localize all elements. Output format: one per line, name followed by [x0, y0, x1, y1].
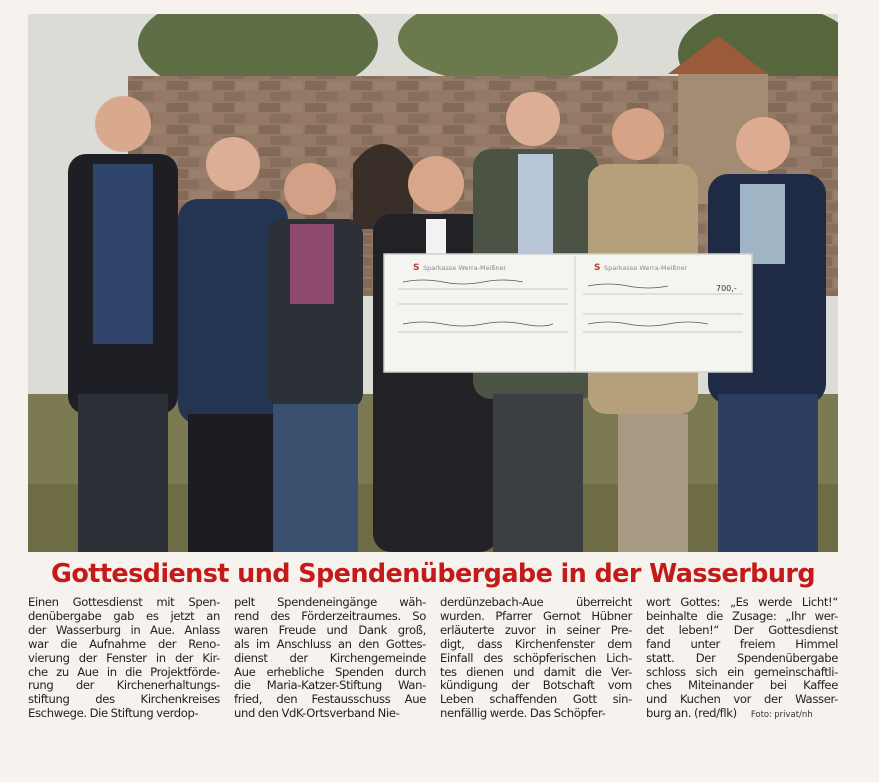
text-line: pelt Spendeneingänge wäh- [234, 595, 426, 609]
text-line: Leben schaffenden Gott sin- [440, 692, 632, 707]
text-line: det leben!“ Der Gottesdienst [646, 622, 838, 637]
text-line: Einen Gottesdienst mit Spen- [28, 595, 220, 609]
text-line: schloss sich ein gemeinschaftli- [646, 664, 838, 679]
text-line: digt, dass Kirchenfenster dem [440, 636, 632, 651]
text-line: nenfällig werde. Das Schöpfer- [440, 706, 606, 721]
text-line: Einfall des schöpferischen Lich- [440, 650, 632, 665]
text-line: vierung der Fenster in der Kir- [28, 650, 220, 665]
text-line: fried, den Festausschuss Aue [234, 692, 426, 707]
check-amount: 700,- [716, 284, 737, 293]
svg-text:S: S [413, 263, 420, 273]
text-line: derdünzebach-Aue überreicht [440, 595, 632, 609]
donation-check [384, 254, 752, 372]
text-line: denübergabe gab es jetzt an [28, 608, 220, 623]
text-line: Aue erhebliche Spenden durch [234, 664, 426, 679]
check-bank-name-right: Sparkasse Werra-Meißner [604, 264, 688, 272]
text-line: stiftung des Kirchenkreises [28, 692, 220, 707]
text-line: statt. Der Spendenübergabe [646, 650, 838, 665]
text-line: der Wasserburg in Aue. Anlass [28, 622, 220, 637]
text-line: beinhalte die Zusage: „Ihr wer- [646, 608, 838, 623]
text-line: wort Gottes: „Es werde Licht!“ [646, 595, 838, 609]
svg-text:S: S [594, 263, 601, 273]
article-column-1 [28, 596, 220, 746]
text-line: und Kuchen vor der Wasser- [646, 692, 838, 707]
headline: Gottesdienst und Spendenübergabe in der Wasserburg [50, 559, 816, 589]
text-line: che zu Aue in die Projektförde- [28, 664, 220, 679]
text-line: ches Miteinander bei Kaffee [646, 678, 838, 693]
text-line: und den VdK-Ortsverband Nie- [234, 706, 400, 721]
text-line: waren Freude und Dank groß, [234, 622, 426, 637]
text-line: rend des Förderzeitraumes. So [234, 608, 426, 623]
check-bank-name-left: Sparkasse Werra-Meißner [423, 264, 507, 272]
article-body [28, 596, 840, 746]
text-line: erläuterte zuvor in seiner Pre- [440, 622, 632, 637]
article-column-4 [646, 596, 838, 746]
text-line: die Maria-Katzer-Stiftung Wan- [234, 678, 426, 693]
text-line: kündigung der Botschaft vom [440, 678, 632, 693]
text-line: wurden. Pfarrer Gernot Hübner [440, 608, 632, 623]
text-line: als im Anschluss an den Gottes- [234, 636, 426, 651]
article-column-3 [440, 596, 632, 746]
text-line: fand unter freiem Himmel [646, 636, 838, 651]
photo-credit: Foto: privat/nh [750, 710, 813, 721]
text-line: rung der Kirchenerhaltungs- [28, 678, 220, 693]
text-line-end: burg an. (red/flk) [646, 706, 737, 721]
text-line [646, 707, 838, 723]
text-line: Eschwege. Die Stiftung verdop- [28, 706, 199, 721]
article-column-2 [234, 596, 426, 746]
text-line: war die Aufnahme der Reno- [28, 636, 220, 651]
group-photo [28, 14, 838, 552]
text-line: tes dienen und damit die Ver- [440, 664, 632, 679]
text-line: dienst der Kirchengemeinde [234, 650, 426, 665]
